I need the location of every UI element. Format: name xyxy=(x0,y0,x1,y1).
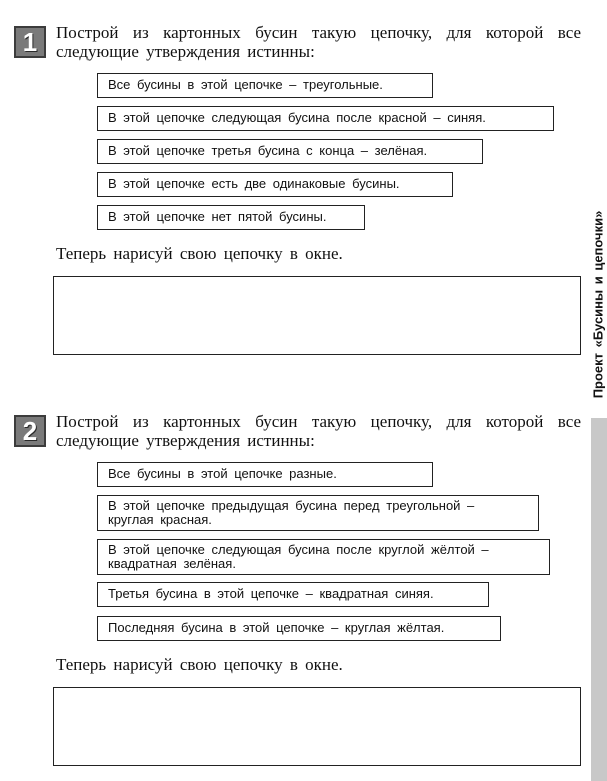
statement-box: Последняя бусина в этой цепочке – круглая жёлтая. xyxy=(97,616,501,641)
statement-box: Все бусины в этой цепочке разные. xyxy=(97,462,433,487)
drawing-window[interactable] xyxy=(53,276,581,355)
statement-box: В этой цепочке предыдущая бусина перед треугольной – круглая красная. xyxy=(97,495,539,531)
drawing-window[interactable] xyxy=(53,687,581,766)
project-title-text: Проект «Бусины и цепочки» xyxy=(590,210,606,398)
task-number-badge xyxy=(14,415,46,447)
draw-instruction: Теперь нарисуй свою цепочку в окне. xyxy=(56,244,343,263)
draw-instruction: Теперь нарисуй свою цепочку в окне. xyxy=(56,655,343,674)
task-number: 2 xyxy=(22,416,38,446)
margin-gray-bar xyxy=(591,418,607,781)
task-number: 1 xyxy=(22,27,38,57)
project-side-title xyxy=(589,195,607,413)
statement-box: В этой цепочке нет пятой бусины. xyxy=(97,205,365,230)
task-instruction: Построй из картонных бусин такую цепочку, для которой все следующие утверждения истинны: xyxy=(56,412,581,450)
statement-box: В этой цепочке следующая бусина после круглой жёлтой – квадратная зелёная. xyxy=(97,539,550,575)
statement-box: Все бусины в этой цепочке – треугольные. xyxy=(97,73,433,98)
task-instruction: Построй из картонных бусин такую цепочку, для которой все следующие утверждения истинны: xyxy=(56,23,581,61)
statement-box: Третья бусина в этой цепочке – квадратная синяя. xyxy=(97,582,489,607)
task-number-badge xyxy=(14,26,46,58)
statement-box: В этой цепочке есть две одинаковые бусины. xyxy=(97,172,453,197)
statement-box: В этой цепочке следующая бусина после красной – синяя. xyxy=(97,106,554,131)
statement-box: В этой цепочке третья бусина с конца – зелёная. xyxy=(97,139,483,164)
